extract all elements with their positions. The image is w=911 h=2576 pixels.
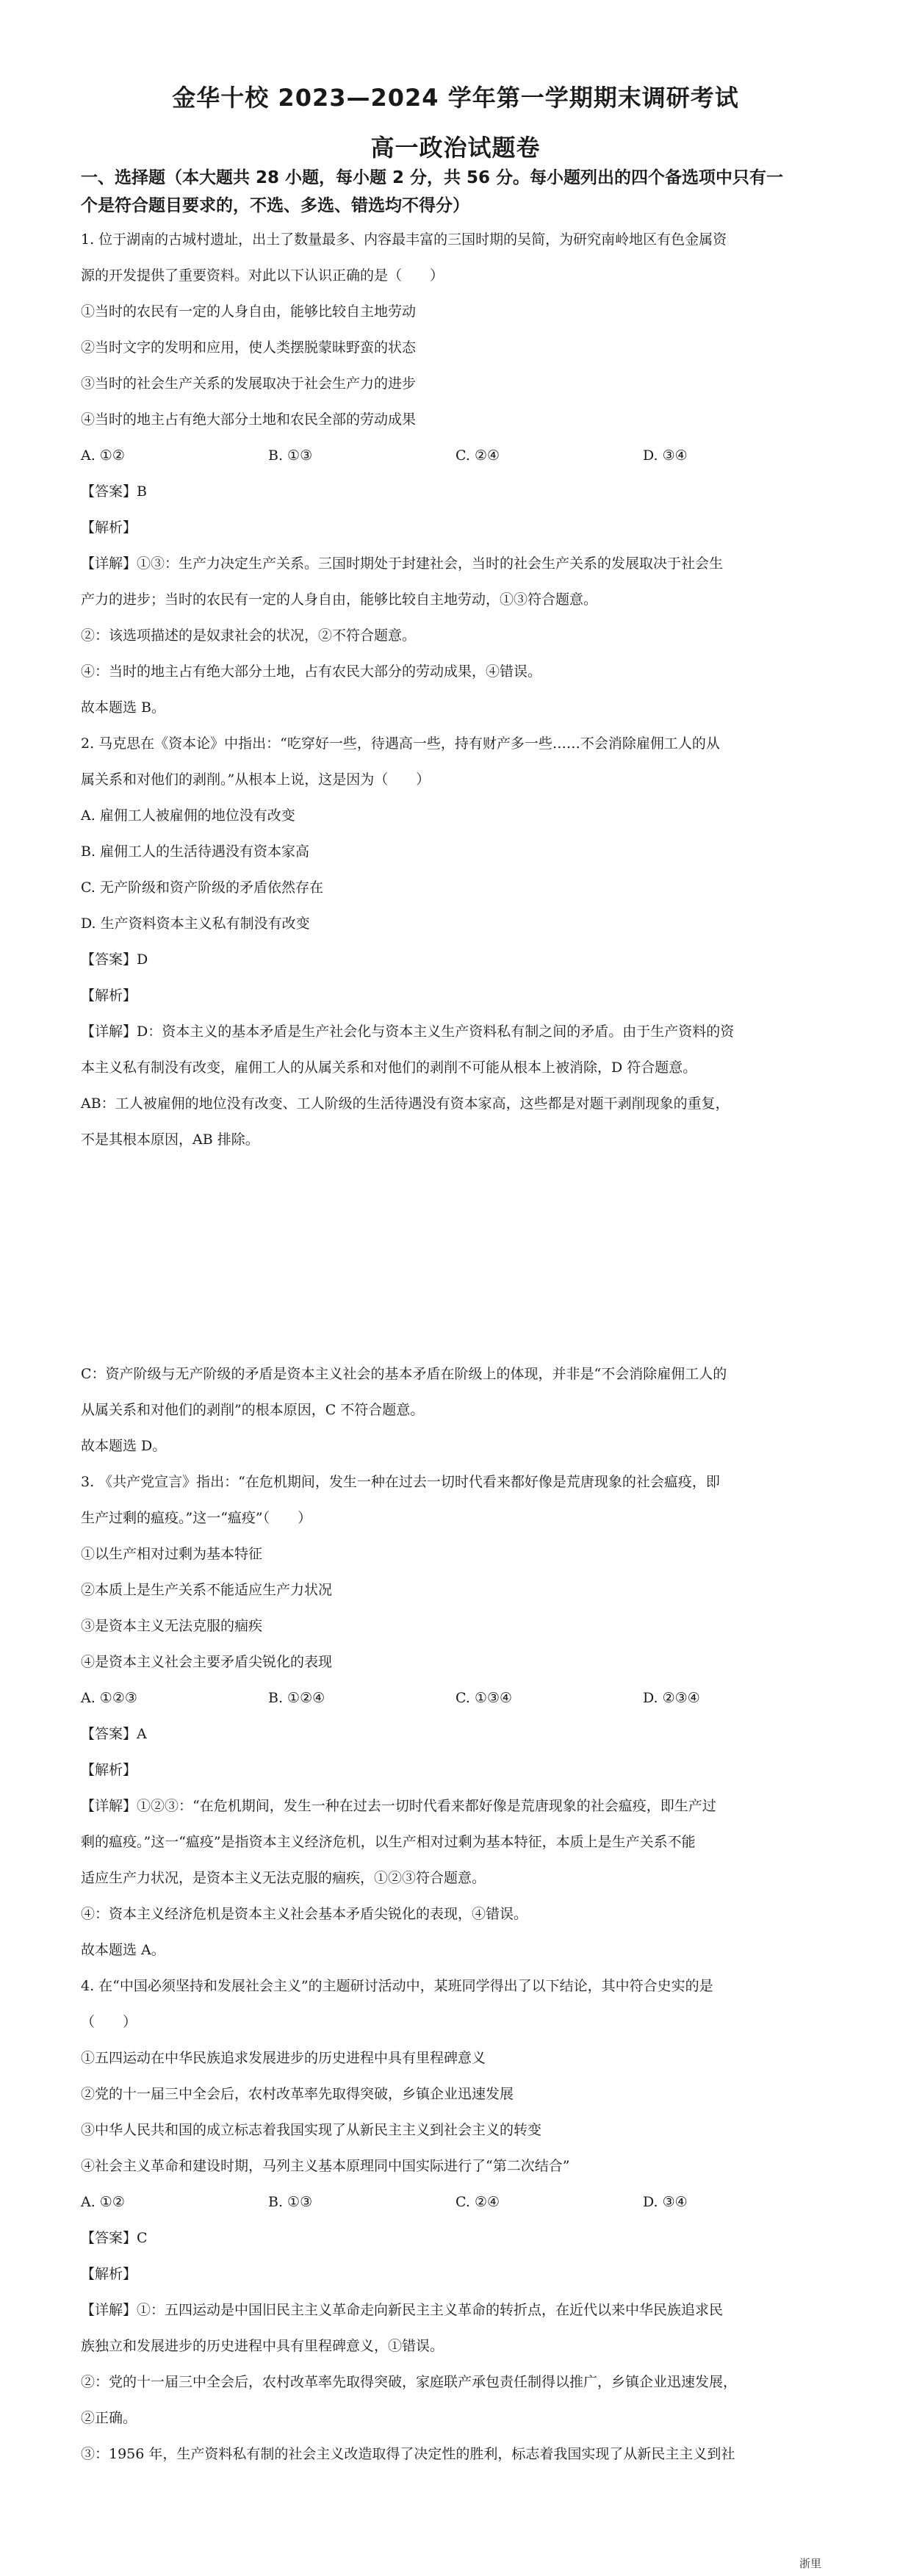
section-heading — [81, 164, 838, 220]
q4-option-b: B. ①③ — [268, 2194, 313, 2210]
q4-detail-line-2: 族独立和发展进步的历史进程中具有里程碑意义，①错误。 — [81, 2338, 444, 2354]
q3-detail-line-3: 适应生产力状况，是资本主义无法克服的痼疾，①②③符合题意。 — [81, 1870, 486, 1886]
q2-option-d: D. 生产资料资本主义私有制没有改变 — [81, 915, 310, 932]
q3-item-2: ②本质上是生产关系不能适应生产力状况 — [81, 1582, 333, 1598]
section-heading-line-1: 一、选择题（本大题共 28 小题，每小题 2 分，共 56 分。每小题列出的四个备选项中只有一 — [81, 168, 784, 187]
question-3 — [81, 1464, 838, 1968]
q3-detail-line-1: 【详解】①②③：“在危机期间，发生一种在过去一切时代看来都好像是荒唐现象的社会瘟疫，即生产过 — [81, 1798, 716, 1814]
q1-option-c: C. ②④ — [455, 447, 500, 464]
q3-options — [81, 1680, 838, 1716]
q4-option-c: C. ②④ — [455, 2194, 500, 2210]
q2-detail-line-1: 【详解】D：资本主义的基本矛盾是生产社会化与资本主义生产资料私有制之间的矛盾。由于生产资料的资 — [81, 1023, 735, 1040]
q4-detail-line-1: 【详解】①：五四运动是中国旧民主主义革命走向新民主主义革命的转折点，在近代以来中华民族追求民 — [81, 2302, 724, 2318]
q4-detail-line-3: ②：党的十一届三中全会后，农村改革率先取得突破，家庭联产承包责任制得以推广，乡镇企业迅速发展， — [81, 2374, 738, 2390]
q4-analysis-label: 【解析】 — [81, 2266, 137, 2282]
q2-option-c: C. 无产阶级和资产阶级的矛盾依然存在 — [81, 879, 323, 896]
q3-stem-line-1: 3. 《共产党宣言》指出：“在危机期间，发生一种在过去一切时代看来都好像是荒唐现象的社会瘟疫，即 — [81, 1474, 720, 1490]
q4-detail-line-4: ②正确。 — [81, 2410, 137, 2426]
q3-item-3: ③是资本主义无法克服的痼疾 — [81, 1618, 263, 1634]
q3-detail-line-2: 剩的瘟疫。”这一“瘟疫”是指资本主义经济危机，以生产相对过剩为基本特征，本质上是生产关系不能 — [81, 1834, 696, 1850]
question-2-continued — [81, 1356, 838, 1464]
q4-stem-line-2: （ ） — [81, 2014, 137, 2030]
q4-option-a: A. ①② — [81, 2194, 125, 2210]
q3-item-4: ④是资本主义社会主要矛盾尖锐化的表现 — [81, 1654, 333, 1670]
q4-option-d: D. ③④ — [643, 2194, 688, 2210]
question-2 — [81, 726, 838, 1158]
q4-options — [81, 2184, 838, 2220]
q4-item-2: ②党的十一届三中全会后，农村改革率先取得突破，乡镇企业迅速发展 — [81, 2086, 514, 2102]
question-1 — [81, 222, 838, 726]
question-4 — [81, 1968, 838, 2472]
q4-item-1: ①五四运动在中华民族追求发展进步的历史进程中具有里程碑意义 — [81, 2050, 486, 2066]
q1-stem-line-1: 1. 位于湖南的古城村遗址，出土了数量最多、内容最丰富的三国时期的吴简，为研究南岭地区有色金属资 — [81, 231, 727, 248]
q3-item-1: ①以生产相对过剩为基本特征 — [81, 1546, 263, 1562]
q1-item-1: ①当时的农民有一定的人身自由，能够比较自主地劳动 — [81, 303, 417, 320]
q2-option-b: B. 雇佣工人的生活待遇没有资本家高 — [81, 843, 310, 860]
q3-conclusion: 故本题选 A。 — [81, 1942, 165, 1958]
q2-option-a: A. 雇佣工人被雇佣的地位没有改变 — [81, 807, 295, 824]
q3-answer: 【答案】A — [81, 1726, 147, 1742]
q3-option-b: B. ①②④ — [268, 1690, 325, 1706]
q1-option-b: B. ①③ — [268, 447, 313, 464]
q1-item-2: ②当时文字的发明和应用，使人类摆脱蒙昧野蛮的状态 — [81, 339, 417, 356]
exam-subtitle: 高一政治试题卷 — [370, 134, 541, 162]
q2-analysis-label: 【解析】 — [81, 987, 137, 1004]
q4-detail-line-5: ③：1956 年，生产资料私有制的社会主义改造取得了决定性的胜利，标志着我国实现了从新民主主义到社 — [81, 2446, 735, 2462]
q3-option-c: C. ①③④ — [455, 1690, 513, 1706]
q1-item-4: ④当时的地主占有绝大部分土地和农民全部的劳动成果 — [81, 411, 417, 428]
exam-title: 金华十校 2023—2024 学年第一学期期末调研考试 — [172, 84, 739, 112]
q3-detail-line-4: ④：资本主义经济危机是资本主义社会基本矛盾尖锐化的表现，④错误。 — [81, 1906, 528, 1922]
q1-detail-line-3: ②：该选项描述的是奴隶社会的状况，②不符合题意。 — [81, 627, 417, 644]
q2-stem-line-1: 2. 马克思在《资本论》中指出：“吃穿好一些，待遇高一些，持有财产多一些……不会消除雇佣工人的从 — [81, 735, 720, 752]
q2-stem-line-2: 属关系和对他们的剥削。”从根本上说，这是因为（ ） — [81, 771, 431, 788]
q2-detail-line-4: 不是其根本原因，AB 排除。 — [81, 1132, 259, 1148]
q1-answer: 【答案】B — [81, 483, 147, 500]
q3-option-a: A. ①②③ — [81, 1690, 137, 1706]
q2-conclusion: 故本题选 D。 — [81, 1438, 167, 1454]
q2-answer: 【答案】D — [81, 951, 148, 968]
q1-detail-line-2: 产力的进步；当时的农民有一定的人身自由，能够比较自主地劳动，①③符合题意。 — [81, 591, 598, 608]
q1-option-d: D. ③④ — [643, 447, 688, 464]
q1-item-3: ③当时的社会生产关系的发展取决于社会生产力的进步 — [81, 375, 417, 392]
q1-analysis-label: 【解析】 — [81, 519, 137, 536]
q1-stem-line-2: 源的开发提供了重要资料。对此以下认识正确的是（ ） — [81, 267, 444, 284]
q2-detail-line-5: C：资产阶级与无产阶级的矛盾是资本主义社会的基本矛盾在阶级上的体现，并非是“不会消除雇佣工人的 — [81, 1366, 727, 1382]
q2-detail-line-3: AB：工人被雇佣的地位没有改变、工人阶级的生活待遇没有资本家高，这些都是对题干剥削现象的重复， — [81, 1095, 730, 1112]
q4-item-4: ④社会主义革命和建设时期，马列主义基本原理同中国实际进行了“第二次结合” — [81, 2158, 570, 2174]
q3-stem-line-2: 生产过剩的瘟疫。”这一“瘟疫”（ ） — [81, 1510, 312, 1526]
q3-option-d: D. ②③④ — [643, 1690, 700, 1706]
footer-mark: 浙里 — [799, 2557, 822, 2570]
q1-option-a: A. ①② — [81, 447, 125, 464]
q1-options — [81, 438, 838, 474]
q1-detail-line-1: 【详解】①③：生产力决定生产关系。三国时期处于封建社会，当时的社会生产关系的发展取决于社会生 — [81, 555, 724, 572]
q2-detail-line-6: 从属关系和对他们的剥削”的根本原因，C 不符合题意。 — [81, 1402, 425, 1418]
q4-item-3: ③中华人民共和国的成立标志着我国实现了从新民主主义到社会主义的转变 — [81, 2122, 542, 2138]
q4-answer: 【答案】C — [81, 2230, 148, 2246]
q2-detail-line-2: 本主义私有制没有改变，雇佣工人的从属关系和对他们的剥削不可能从根本上被消除，D 符合题意。 — [81, 1059, 697, 1076]
q4-stem-line-1: 4. 在“中国必须坚持和发展社会主义”的主题研讨活动中，某班同学得出了以下结论，其中符合史实的是 — [81, 1978, 713, 1994]
q1-conclusion: 故本题选 B。 — [81, 699, 166, 716]
q3-analysis-label: 【解析】 — [81, 1762, 137, 1778]
q1-detail-line-4: ④：当时的地主占有绝大部分土地，占有农民大部分的劳动成果，④错误。 — [81, 663, 542, 680]
section-heading-line-2: 个是符合题目要求的，不选、多选、错选均不得分） — [81, 196, 469, 215]
